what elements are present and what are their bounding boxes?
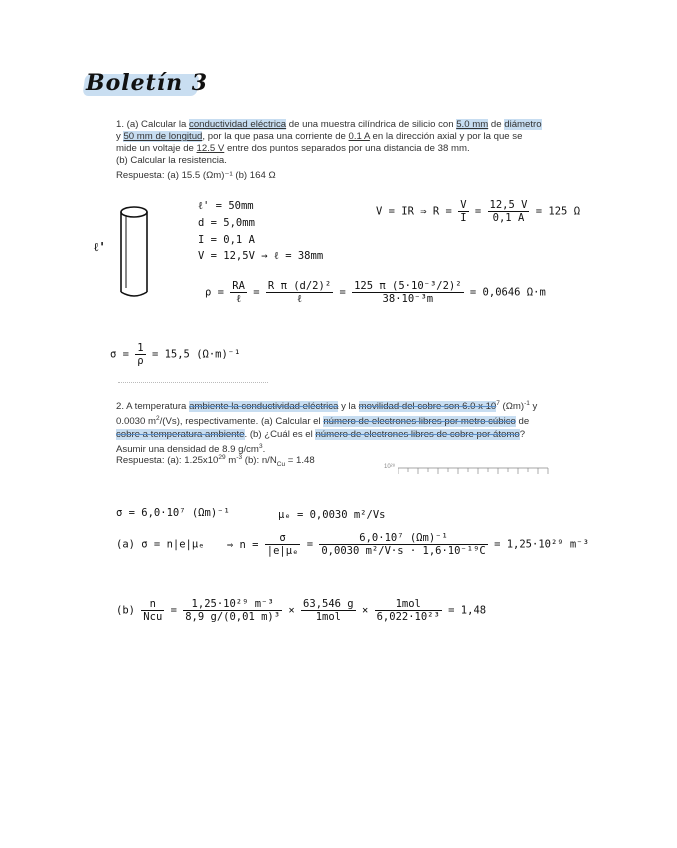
rho-frac-3	[352, 280, 463, 305]
ohm-frac-1-den: I	[460, 212, 467, 224]
p1-text-e: en la dirección axial y por la que se mide un voltaje de	[116, 131, 523, 155]
p1-underline-current: 0.1 A	[348, 131, 370, 143]
sigma-lhs: σ =	[110, 348, 129, 361]
p2-sup-1: 7	[496, 400, 500, 407]
p1-answer: Respuesta: (a) 15.5 (Ωm)⁻¹ (b) 164 Ω	[116, 170, 276, 181]
p2-sup-2: -1	[524, 400, 530, 407]
part-b-equation: (b) $\frac{n}{\text{Ncu}}$ = $\frac{\text{1,25·10²⁹ m⁻³}}{\text{8,9 g/(0,01 m)³}}$ × $\frac{63,546 g}{\text{1mol}}$ × $\frac{\text{1mol}}{\text{6,022·10²³}}$ = 1,48	[116, 598, 487, 623]
part-b-label: (b)	[116, 604, 135, 617]
p2-highlight-1: ambiente la conductividad eléctrica	[189, 401, 339, 413]
p1-text: 1. (a) Calcular la	[116, 119, 190, 130]
part-b-frac-2-den: 1mol	[315, 611, 341, 623]
p1-highlight-5mm: 5.0 mm	[456, 119, 489, 130]
rho-frac-3-num: 125 π (5·10⁻³/2)²	[354, 280, 462, 292]
p1-text-c: y	[116, 131, 124, 143]
sigma-result: = 15,5 (Ω·m)⁻¹	[151, 348, 241, 361]
p2-answer-sup: 29	[218, 454, 226, 461]
given-diameter: d = 5,0mm	[198, 217, 255, 229]
p2-t5: /(Vs), respectivamente. (a) Calcular el	[159, 416, 324, 428]
cylinder-length-label: ℓ'	[94, 240, 106, 254]
part-a-frac-1	[265, 532, 301, 557]
ohm-frac-1	[458, 199, 468, 224]
part-b-frac-3	[375, 598, 442, 623]
p1-text-d: , por la que pasa una corriente de	[202, 131, 349, 143]
part-b-frac-3-num: 1mol	[375, 598, 442, 611]
p1-text-a: de una muestra cilíndrica de silicio con	[286, 119, 457, 130]
part-b-frac-0-den: Ncu	[143, 611, 163, 623]
ohm-eq: =	[474, 205, 482, 218]
part-a-implies: ⇒ n =	[226, 538, 259, 551]
p1-text-b: de	[488, 119, 505, 130]
ohm-frac-2-den: 0,1 A	[492, 212, 525, 224]
p1-text-f: entre dos puntos separados por una distancia de 38 mm.	[224, 143, 470, 155]
p2-t9: .	[262, 443, 266, 455]
p2-answer-c: (b): n/N	[242, 455, 277, 467]
p2-t4: y 0.0030 m	[116, 401, 538, 428]
rho-frac-1-num: RA	[232, 280, 245, 292]
p2-answer	[116, 454, 315, 468]
problem-2-statement	[116, 398, 548, 456]
part-a-equation: (a) σ = n|e|μₑ ⇒ n = $\frac{\sigma}{\text{|e|μₑ}}$ = $\frac{\text{6,0·10⁷ (Ωm)⁻¹}}{\text{0,0030 m²/V·s · 1,6·10⁻¹⁹C}}$ = 1,25·10²⁹ m⁻³	[116, 532, 589, 557]
p2-answer-b: m	[225, 455, 237, 467]
p2-highlight-5: número de electrones libres de cobre por átomo	[315, 428, 520, 440]
part-b-result: = 1,48	[448, 604, 487, 617]
part-b-frac-3-den: 6,022·10²³	[376, 611, 440, 623]
p1-underline-voltage: 12.5 V	[196, 143, 225, 155]
part-b-times-2: ×	[361, 604, 369, 617]
rho-frac-1	[230, 280, 247, 305]
given-length: ℓ' = 50mm	[198, 200, 254, 212]
rho-frac-2-num: R π (d/2)²	[267, 280, 332, 292]
problem-1-statement	[116, 119, 544, 167]
p2-highlight-3: número de electrones libres por metro cúbico	[323, 416, 516, 428]
p1-part-b: (b) Calcular la resistencia.	[116, 155, 227, 167]
part-b-frac-2	[301, 598, 356, 623]
part-b-frac-1-den: 8,9 g/(0,01 m)³	[185, 611, 281, 623]
given-current: I = 0,1 A	[198, 234, 255, 246]
p1-highlight-diametro: diámetro	[504, 119, 542, 130]
part-b-frac-2-num: 63,546 g	[303, 598, 354, 610]
p2-answer-sup2: -3	[236, 454, 243, 461]
page-title: Boletín 3	[86, 70, 209, 96]
p2-answer-d: = 1.48	[285, 455, 315, 467]
p2-t7: . (b) ¿Cuál es el	[244, 428, 316, 440]
p1-highlight-conductividad: conductividad eléctrica	[189, 119, 287, 130]
part-a-result: = 1,25·10²⁹ m⁻³	[494, 538, 589, 551]
ohm-lhs: V = IR ⇒ R =	[376, 205, 452, 218]
ohm-law-equation	[376, 199, 580, 224]
p2-highlight-4: cobre a temperatura ambiente	[116, 428, 245, 440]
p2-answer-a: Respuesta: (a): 1.25x10	[116, 455, 219, 467]
ruler-ticks	[398, 466, 550, 476]
mobility-value: μₑ = 0,0030 m²/Vs	[278, 509, 386, 521]
part-a-frac-1-num: σ	[265, 532, 301, 545]
sigma-frac-num: 1	[137, 342, 144, 354]
rho-frac-2	[266, 280, 333, 305]
ohm-frac-2-num: 12,5 V	[489, 199, 528, 211]
p2-answer-sub: Cu	[276, 461, 286, 469]
part-a-frac-1-den: |e|μₑ	[266, 545, 299, 557]
sigma-frac	[135, 342, 145, 367]
part-a-frac-2	[319, 532, 487, 557]
part-b-frac-1	[183, 598, 282, 623]
resistivity-equation: ρ = $\frac{RA}{\text{ℓ}}$ = $\frac{\text{R π (d/2)²}}{\text{ℓ}}$ = $\frac{\text{125 π (5·10⁻³/2)²}}{\text{38·10⁻³m}}$ = 0,0646 Ω·m	[205, 280, 546, 305]
ohm-frac-2	[488, 199, 530, 224]
p2-highlight-2: movilidad del cobre son 6.0 x 10	[358, 401, 497, 413]
rho-frac-3-den: 38·10⁻³m	[382, 293, 434, 305]
sigma-value: σ = 6,0·10⁷ (Ωm)⁻¹	[116, 507, 230, 519]
p2-t6: de	[515, 416, 530, 428]
ohm-result: = 125 Ω	[535, 205, 581, 218]
ohm-frac-1-num: V	[460, 199, 467, 211]
p2-t1: 2. A temperatura	[116, 401, 190, 413]
p2-t8: ? Asumir una densidad de 8.9 g/cm	[116, 428, 526, 455]
part-a-frac-2-num: 6,0·10⁷ (Ωm)⁻¹	[319, 532, 487, 545]
part-a-frac-2-den: 0,0030 m²/V·s · 1,6·10⁻¹⁹C	[321, 545, 486, 557]
part-b-frac-1-num: 1,25·10²⁹ m⁻³	[183, 598, 282, 611]
p1-highlight-longitud: 50 mm de longitud	[123, 131, 203, 143]
rho-frac-1-den: ℓ	[236, 293, 242, 305]
given-voltage: V = 12,5V → ℓ = 38mm	[198, 250, 324, 262]
part-b-frac-0-num: n	[141, 598, 164, 611]
ruler-label: 10²⁸	[384, 464, 396, 470]
p2-t3: (Ωm)	[499, 401, 525, 413]
part-b-times-1: ×	[288, 604, 295, 617]
sigma-frac-den: ρ	[137, 355, 144, 367]
rho-lhs: ρ =	[205, 286, 224, 299]
dotted-divider	[118, 382, 268, 383]
rho-result: = 0,0646 Ω·m	[469, 286, 546, 299]
part-b-frac-0	[141, 598, 164, 623]
rho-frac-2-den: ℓ	[297, 293, 303, 305]
part-a-label: (a) σ = n|e|μₑ	[116, 538, 205, 551]
p2-sup-4: 3	[258, 442, 263, 450]
p2-t2: y la	[338, 401, 359, 413]
cylinder-drawing	[104, 200, 164, 305]
conductivity-equation	[110, 342, 240, 367]
p2-sup-3: 2	[156, 415, 160, 423]
